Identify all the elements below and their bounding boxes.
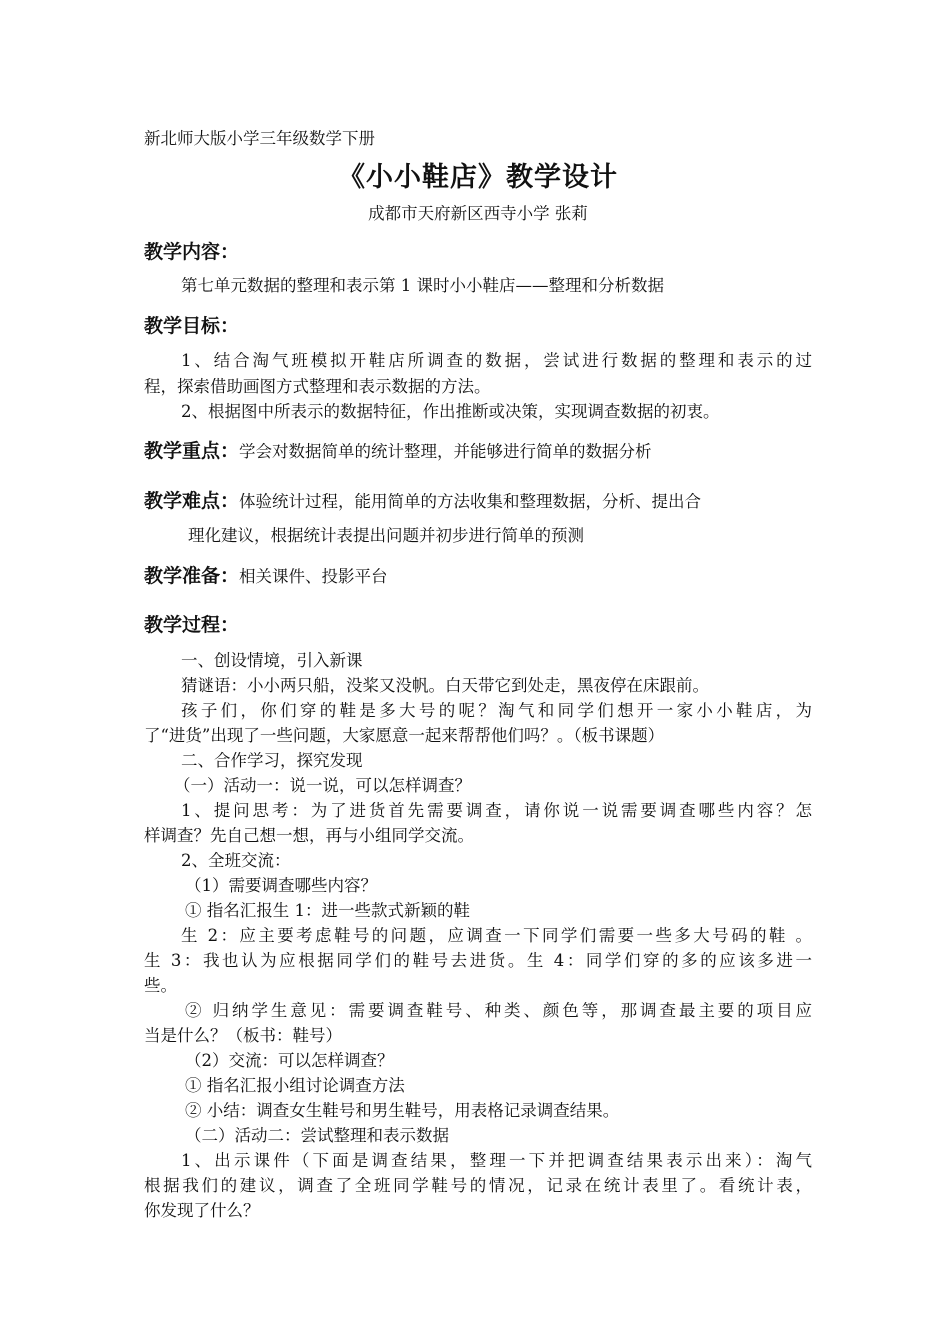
process-line: 当是什么？（板书：鞋号） <box>144 1026 342 1045</box>
process-line: 生 2：应主要考虑鞋号的问题，应调查一下同学们需要一些多大号码的鞋 。 <box>181 926 812 945</box>
goals-heading: 教学目标： <box>144 315 240 337</box>
difficulty-row <box>144 487 812 516</box>
process-line: （一）活动一：说一说，可以怎样调查？ <box>174 776 471 795</box>
preparation-text: 相关课件、投影平台 <box>239 567 388 586</box>
process-line: 你发现了什么？ <box>144 1201 260 1220</box>
process-line: 2、全班交流： <box>181 851 291 870</box>
content-heading: 教学内容： <box>144 241 240 263</box>
process-line: 了“进货”出现了一些问题，大家愿意一起来帮帮他们吗？。（板书课题） <box>144 726 665 745</box>
process-line: （二）活动二：尝试整理和表示数据 <box>185 1126 449 1145</box>
document-title: 《小小鞋店》教学设计 <box>338 162 618 193</box>
process-heading: 教学过程： <box>144 614 240 636</box>
goal-1-line-2: 程，探索借助画图方式整理和表示数据的方法。 <box>144 377 491 396</box>
content-text: 第七单元数据的整理和表示第 1 课时小小鞋店——整理和分析数据 <box>181 276 664 295</box>
process-line: 二、合作学习，探究发现 <box>181 751 363 770</box>
key-point-heading: 教学重点： <box>144 440 240 462</box>
goal-2: 2、根据图中所表示的数据特征，作出推断或决策，实现调查数据的初衷。 <box>181 402 720 421</box>
process-line: 1、提问思考：为了进货首先需要调查，请你说一说需要调查哪些内容？怎 <box>181 801 812 820</box>
process-line: 一、创设情境，引入新课 <box>181 651 363 670</box>
author-line: 成都市天府新区西寺小学 张莉 <box>368 204 588 223</box>
difficulty-heading: 教学难点： <box>144 490 240 512</box>
preparation-row <box>144 562 812 591</box>
process-line: 根据我们的建议，调查了全班同学鞋号的情况，记录在统计表里了。看统计表， <box>144 1176 812 1195</box>
process-line: 1、出示课件（下面是调查结果，整理一下并把调查结果表示出来）：淘气 <box>181 1151 812 1170</box>
process-line: （1）需要调查哪些内容？ <box>185 876 377 895</box>
process-line: ① 指名汇报小组讨论调查方法 <box>185 1076 405 1095</box>
process-line: ② 小结：调查女生鞋号和男生鞋号，用表格记录调查结果。 <box>185 1101 620 1120</box>
difficulty-text-line-1: 体验统计过程，能用简单的方法收集和整理数据，分析、提出合 <box>239 492 702 511</box>
process-line: 些。 <box>144 976 177 995</box>
process-line: 猜谜语：小小两只船，没桨又没帆。白天带它到处走，黑夜停在床跟前。 <box>181 676 709 695</box>
goal-1-line-1: 1、结合淘气班模拟开鞋店所调查的数据，尝试进行数据的整理和表示的过 <box>181 351 812 370</box>
preparation-heading: 教学准备： <box>144 565 240 587</box>
process-line: 样调查？先自己想一想，再与小组同学交流。 <box>144 826 474 845</box>
key-point-text: 学会对数据简单的统计整理，并能够进行简单的数据分析 <box>239 442 652 461</box>
key-point-row <box>144 437 812 466</box>
process-line: （2）交流：可以怎样调查？ <box>185 1051 394 1070</box>
process-line: 生 3：我也认为应根据同学们的鞋号去进货。生 4：同学们穿的多的应该多进一 <box>144 951 812 970</box>
series-label: 新北师大版小学三年级数学下册 <box>144 129 375 148</box>
process-line: 孩子们，你们穿的鞋是多大号的呢？淘气和同学们想开一家小小鞋店，为 <box>181 701 812 720</box>
process-line: ② 归纳学生意见：需要调查鞋号、种类、颜色等，那调查最主要的项目应 <box>185 1001 812 1020</box>
difficulty-text-line-2: 理化建议，根据统计表提出问题并初步进行简单的预测 <box>188 526 584 545</box>
process-line: ① 指名汇报生 1：进一些款式新颖的鞋 <box>185 901 470 920</box>
